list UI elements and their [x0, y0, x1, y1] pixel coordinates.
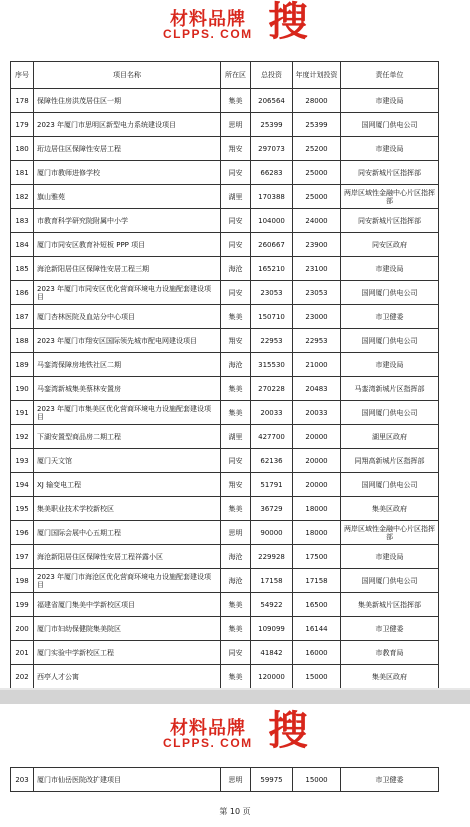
- cell-annual: 18000: [293, 521, 341, 545]
- cell-annual: 18000: [293, 497, 341, 521]
- cell-unit: 集美区政府: [341, 497, 439, 521]
- table-row: [11, 353, 439, 377]
- cell-no: 184: [11, 233, 34, 257]
- cell-investment: 170388: [251, 185, 293, 209]
- cell-district: 同安: [221, 281, 251, 305]
- cell-district: 集美: [221, 593, 251, 617]
- cell-investment: 109099: [251, 617, 293, 641]
- table-row: [11, 617, 439, 641]
- cell-annual: 20000: [293, 425, 341, 449]
- cell-name: 厦门国际会展中心五期工程: [34, 521, 221, 545]
- cell-unit: 同安区政府: [341, 233, 439, 257]
- cell-no: 197: [11, 545, 34, 569]
- cell-investment: 120000: [251, 665, 293, 689]
- cell-investment: 150710: [251, 305, 293, 329]
- cell-annual: 16144: [293, 617, 341, 641]
- cell-unit: 湖里区政府: [341, 425, 439, 449]
- cell-no: 179: [11, 113, 34, 137]
- cell-name: 2023 年厦门市集美区优化营商环境电力设施配套建设项目: [34, 401, 221, 425]
- cell-annual: 25000: [293, 185, 341, 209]
- page-divider: [0, 690, 470, 704]
- cell-district: 集美: [221, 665, 251, 689]
- brand-name-en: CLPPS. COM: [163, 27, 253, 41]
- cell-district: 集美: [221, 401, 251, 425]
- cell-district: 同安: [221, 209, 251, 233]
- cell-unit: 市建设局: [341, 89, 439, 113]
- cell-no: 194: [11, 473, 34, 497]
- header-no: 序号: [11, 62, 34, 89]
- cell-name: 2023 年厦门市海沧区优化营商环境电力设施配套建设项目: [34, 569, 221, 593]
- cell-annual: 23100: [293, 257, 341, 281]
- cell-unit: 市建设局: [341, 353, 439, 377]
- cell-investment: 427700: [251, 425, 293, 449]
- cell-unit: 国网厦门供电公司: [341, 329, 439, 353]
- cell-district: 同安: [221, 161, 251, 185]
- cell-name: 福建省厦门集美中学新校区项目: [34, 593, 221, 617]
- cell-annual: 20000: [293, 449, 341, 473]
- cell-annual: 23000: [293, 305, 341, 329]
- cell-unit: 国网厦门供电公司: [341, 113, 439, 137]
- cell-annual: 20483: [293, 377, 341, 401]
- cell-investment: 66283: [251, 161, 293, 185]
- cell-investment: 36729: [251, 497, 293, 521]
- table-row: [11, 329, 439, 353]
- cell-investment: 22953: [251, 329, 293, 353]
- table-row: [11, 545, 439, 569]
- cell-district: 思明: [221, 113, 251, 137]
- cell-investment: 90000: [251, 521, 293, 545]
- cell-district: 海沧: [221, 353, 251, 377]
- cell-annual: 15000: [293, 768, 341, 792]
- cell-unit: 国网厦门供电公司: [341, 401, 439, 425]
- cell-annual: 28000: [293, 89, 341, 113]
- cell-unit: 市卫健委: [341, 617, 439, 641]
- cell-unit: 市建设局: [341, 545, 439, 569]
- cell-no: 200: [11, 617, 34, 641]
- cell-district: 同安: [221, 233, 251, 257]
- cell-district: 集美: [221, 497, 251, 521]
- cell-district: 思明: [221, 521, 251, 545]
- cell-no: 193: [11, 449, 34, 473]
- cell-annual: 21000: [293, 353, 341, 377]
- cell-no: 180: [11, 137, 34, 161]
- cell-name: 市教育科学研究院附属中小学: [34, 209, 221, 233]
- cell-investment: 315530: [251, 353, 293, 377]
- cell-investment: 20033: [251, 401, 293, 425]
- cell-unit: 市建设局: [341, 257, 439, 281]
- cell-name: 厦门杏林医院及血站分中心项目: [34, 305, 221, 329]
- table-row: [11, 137, 439, 161]
- cell-name: 厦门市仙岳医院改扩建项目: [34, 768, 221, 792]
- brand-name-en: CLPPS. COM: [163, 736, 253, 750]
- cell-district: 湖里: [221, 425, 251, 449]
- cell-unit: 市卫健委: [341, 768, 439, 792]
- cell-annual: 17158: [293, 569, 341, 593]
- header-unit: 责任单位: [341, 62, 439, 89]
- brand-name-cn: 材料品牌: [170, 9, 246, 30]
- cell-annual: 15000: [293, 665, 341, 689]
- cell-investment: 41842: [251, 641, 293, 665]
- header-district: 所在区: [221, 62, 251, 89]
- cell-district: 集美: [221, 305, 251, 329]
- cell-annual: 16500: [293, 593, 341, 617]
- cell-annual: 22953: [293, 329, 341, 353]
- cell-name: 厦门市同安区教育补短板 PPP 项目: [34, 233, 221, 257]
- cell-no: 202: [11, 665, 34, 689]
- cell-no: 185: [11, 257, 34, 281]
- cell-district: 集美: [221, 377, 251, 401]
- table-row: [11, 257, 439, 281]
- table-row: [11, 497, 439, 521]
- table-header-row: [11, 62, 439, 89]
- cell-annual: 24000: [293, 209, 341, 233]
- header-annual-plan: 年度计划投资: [293, 62, 341, 89]
- cell-district: 思明: [221, 768, 251, 792]
- cell-name: 保障性住房洪茂居住区一期: [34, 89, 221, 113]
- cell-district: 翔安: [221, 137, 251, 161]
- cell-unit: 集美新城片区指挥部: [341, 593, 439, 617]
- cell-investment: 62136: [251, 449, 293, 473]
- cell-no: 199: [11, 593, 34, 617]
- project-table-continued: [10, 767, 439, 792]
- cell-name: 集美职业技术学校新校区: [34, 497, 221, 521]
- cell-name: 旗山雅苑: [34, 185, 221, 209]
- cell-no: 181: [11, 161, 34, 185]
- cell-district: 海沧: [221, 569, 251, 593]
- cell-no: 201: [11, 641, 34, 665]
- cell-name: 2023 年厦门市思明区新型电力系统建设项目: [34, 113, 221, 137]
- cell-unit: 马銮湾新城片区指挥部: [341, 377, 439, 401]
- brand-search-char: 搜: [268, 0, 308, 45]
- cell-unit: 同安新城片区指挥部: [341, 209, 439, 233]
- cell-annual: 20033: [293, 401, 341, 425]
- cell-no: 186: [11, 281, 34, 305]
- table-row: [11, 209, 439, 233]
- cell-unit: 两岸区域性金融中心片区指挥部: [341, 185, 439, 209]
- cell-district: 集美: [221, 89, 251, 113]
- cell-investment: 54922: [251, 593, 293, 617]
- cell-no: 178: [11, 89, 34, 113]
- cell-unit: 同安新城片区指挥部: [341, 161, 439, 185]
- cell-unit: 市卫健委: [341, 305, 439, 329]
- cell-annual: 25200: [293, 137, 341, 161]
- cell-district: 海沧: [221, 257, 251, 281]
- table-row: [11, 161, 439, 185]
- table-row: [11, 665, 439, 689]
- table-row: [11, 305, 439, 329]
- cell-investment: 104000: [251, 209, 293, 233]
- brand-logo-2: [0, 707, 470, 755]
- brand-search-char: 搜: [268, 707, 308, 754]
- cell-annual: 25000: [293, 161, 341, 185]
- cell-investment: 270228: [251, 377, 293, 401]
- cell-unit: 市教育局: [341, 641, 439, 665]
- cell-district: 同安: [221, 641, 251, 665]
- cell-no: 190: [11, 377, 34, 401]
- cell-unit: 集美区政府: [341, 665, 439, 689]
- cell-investment: 59975: [251, 768, 293, 792]
- cell-district: 湖里: [221, 185, 251, 209]
- cell-no: 196: [11, 521, 34, 545]
- brand-name-cn: 材料品牌: [170, 718, 246, 739]
- cell-investment: 51791: [251, 473, 293, 497]
- cell-unit: 国网厦门供电公司: [341, 569, 439, 593]
- cell-name: 珩边居住区保障性安居工程: [34, 137, 221, 161]
- cell-name: XJ 输变电工程: [34, 473, 221, 497]
- cell-no: 195: [11, 497, 34, 521]
- cell-unit: 两岸区域性金融中心片区指挥部: [341, 521, 439, 545]
- cell-unit: 同翔高新城片区指挥部: [341, 449, 439, 473]
- cell-name: 马銮湾新城集美蔡林安置房: [34, 377, 221, 401]
- cell-district: 海沧: [221, 545, 251, 569]
- cell-name: 下湖安置型商品房二期工程: [34, 425, 221, 449]
- cell-name: 西亭人才公寓: [34, 665, 221, 689]
- cell-no: 203: [11, 768, 34, 792]
- cell-unit: 市建设局: [341, 137, 439, 161]
- cell-no: 182: [11, 185, 34, 209]
- cell-name: 厦门市妇幼保健院集美院区: [34, 617, 221, 641]
- cell-name: 2023 年厦门市同安区优化营商环境电力设施配套建设项目: [34, 281, 221, 305]
- cell-investment: 206564: [251, 89, 293, 113]
- cell-no: 198: [11, 569, 34, 593]
- cell-name: 海沧新阳居住区保障性安居工程三期: [34, 257, 221, 281]
- cell-name: 厦门天文馆: [34, 449, 221, 473]
- header-name: 项目名称: [34, 62, 221, 89]
- cell-investment: 297073: [251, 137, 293, 161]
- table-row: [11, 401, 439, 425]
- table-row: [11, 569, 439, 593]
- cell-annual: 17500: [293, 545, 341, 569]
- cell-no: 188: [11, 329, 34, 353]
- cell-investment: 17158: [251, 569, 293, 593]
- cell-investment: 229928: [251, 545, 293, 569]
- table-row: [11, 377, 439, 401]
- cell-name: 2023 年厦门市翔安区国际领先城市配电网建设项目: [34, 329, 221, 353]
- table-row: [11, 768, 439, 792]
- table-row: [11, 473, 439, 497]
- cell-no: 189: [11, 353, 34, 377]
- table-row: [11, 113, 439, 137]
- cell-no: 183: [11, 209, 34, 233]
- cell-annual: 23053: [293, 281, 341, 305]
- table-row: [11, 281, 439, 305]
- table-row: [11, 233, 439, 257]
- cell-investment: 25399: [251, 113, 293, 137]
- cell-district: 翔安: [221, 329, 251, 353]
- cell-no: 191: [11, 401, 34, 425]
- cell-district: 集美: [221, 617, 251, 641]
- cell-no: 187: [11, 305, 34, 329]
- cell-investment: 260667: [251, 233, 293, 257]
- cell-investment: 23053: [251, 281, 293, 305]
- table-row: [11, 521, 439, 545]
- cell-annual: 16000: [293, 641, 341, 665]
- table-row: [11, 89, 439, 113]
- cell-unit: 国网厦门供电公司: [341, 281, 439, 305]
- cell-unit: 国网厦门供电公司: [341, 473, 439, 497]
- table-row: [11, 425, 439, 449]
- cell-district: 翔安: [221, 473, 251, 497]
- table-row: [11, 185, 439, 209]
- table-row: [11, 641, 439, 665]
- page-number: 第 10 页: [219, 807, 251, 816]
- cell-annual: 23900: [293, 233, 341, 257]
- brand-logo: [0, 2, 470, 46]
- project-table: [10, 61, 439, 689]
- cell-annual: 25399: [293, 113, 341, 137]
- cell-annual: 20000: [293, 473, 341, 497]
- cell-name: 厦门实验中学新校区工程: [34, 641, 221, 665]
- header-investment: 总投资: [251, 62, 293, 89]
- table-row: [11, 593, 439, 617]
- cell-no: 192: [11, 425, 34, 449]
- cell-name: 厦门市教师进修学校: [34, 161, 221, 185]
- cell-name: 海沧新阳居住区保障性安居工程祥露小区: [34, 545, 221, 569]
- cell-district: 同安: [221, 449, 251, 473]
- cell-name: 马銮湾保障房地铁社区二期: [34, 353, 221, 377]
- table-row: [11, 449, 439, 473]
- cell-investment: 165210: [251, 257, 293, 281]
